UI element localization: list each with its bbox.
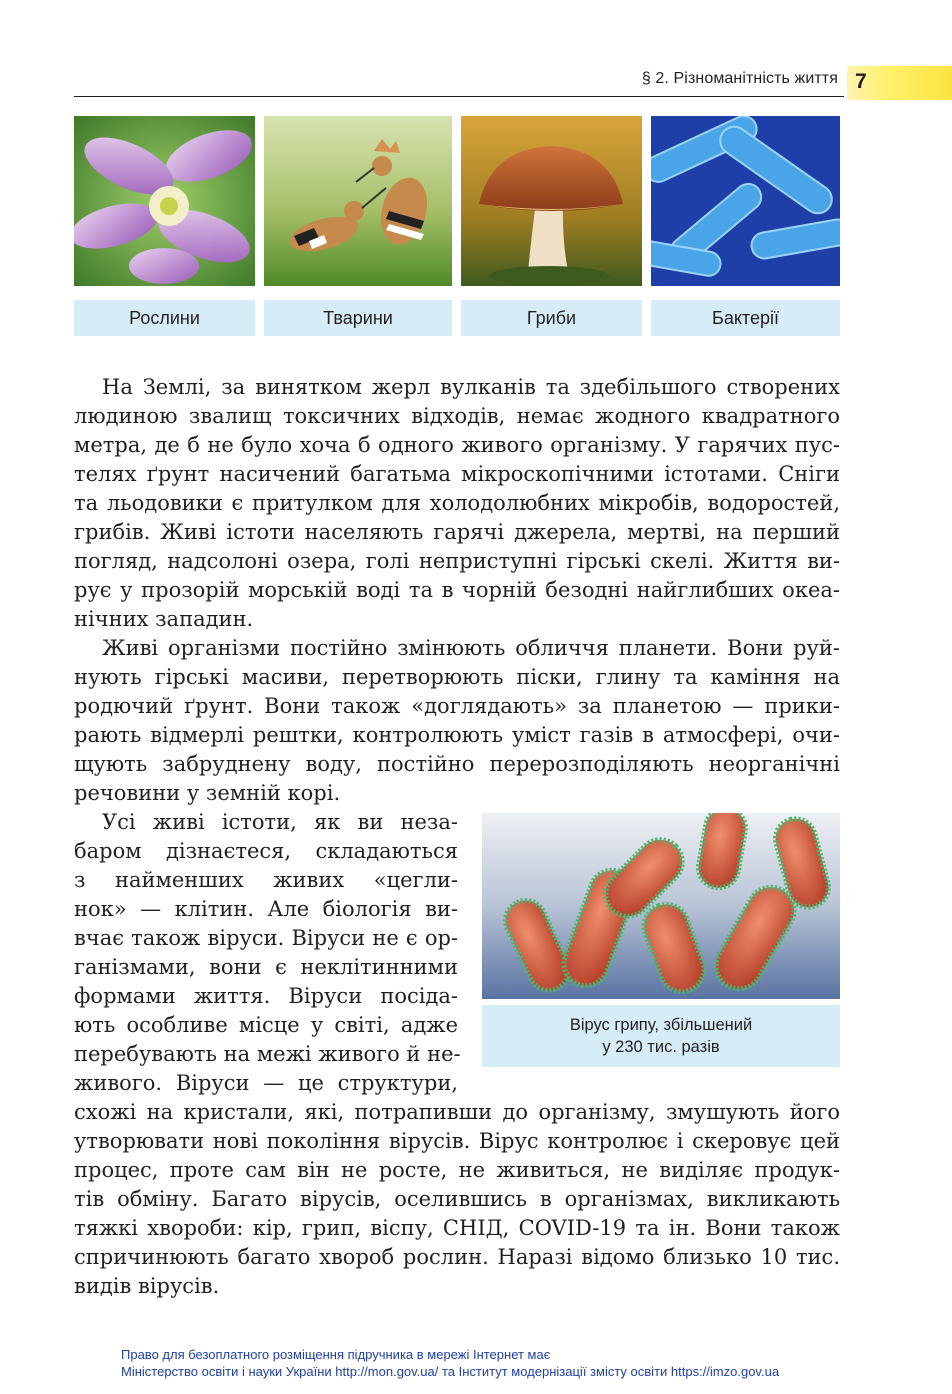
paragraph-1 — [74, 373, 840, 634]
virus-caption — [482, 1005, 840, 1067]
text-line: Живі організми постійно змінюють обличчя планети. Вони руй- — [102, 636, 840, 660]
virus-caption-line-1: Вірус грипу, збільшений — [569, 1016, 753, 1034]
paragraph-2 — [74, 634, 840, 808]
text-line: тяжкі хвороби: кір, грип, віспу, СНІД, COVID-19 та ін. Вони також — [74, 1216, 840, 1240]
text-line: рує у прозорій морській воді та в чорній безодні найглибших океа- — [74, 578, 840, 602]
text-line: ють особливе місце у світі, адже — [74, 1013, 458, 1037]
influenza-virus-photo — [482, 813, 840, 999]
text-line: родючий ґрунт. Вони також «доглядають» за планетою — прики- — [74, 694, 840, 718]
birds-photo — [264, 116, 452, 286]
text-line: вчає також віруси. Віруси не є ор- — [74, 926, 458, 950]
text-line: метра, де б не було хоча б одного живого організму. У гарячих пус- — [74, 433, 840, 457]
text-line: На Землі, за винятком жерл вулканів та здебільшого створених — [102, 375, 840, 399]
text-line: схожі на кристали, які, потрапивши до організму, змушують його — [74, 1100, 840, 1124]
text-line: ганізмами, вони є неклітинними — [74, 955, 458, 979]
caption-bacteria: Бактерії — [651, 300, 840, 336]
bacteria-photo — [651, 116, 840, 286]
caption-plants: Рослини — [74, 300, 255, 336]
text-line: формами життя. Віруси посіда- — [74, 984, 458, 1008]
text-line: перебувають на межі живого й не- — [74, 1042, 461, 1066]
text-line: погляд, надсолоні озера, голі неприступні гірські скелі. Життя ви- — [74, 549, 840, 573]
text-line: нують гірські масиви, перетворюють піски, глину та каміння на — [74, 665, 840, 689]
text-line: телях ґрунт насичений багатьма мікроскопічними істотами. Сніги — [74, 462, 840, 486]
footer-line-2: Міністерство освіти і науки України http://mon.gov.ua/ та Інститут модернізації змісту освіти https://imzo.gov.ua — [121, 1364, 780, 1379]
paragraph-3-wide — [74, 1098, 840, 1301]
text-line: з найменших живих «цегли- — [74, 868, 458, 892]
virus-caption-line-2: у 230 тис. разів — [602, 1038, 720, 1056]
text-line: видів вірусів. — [74, 1274, 220, 1298]
flower-photo — [74, 116, 255, 286]
text-line: грибів. Живі істоти населяють гарячі джерела, мертві, на перший — [74, 520, 840, 544]
text-line: нічних западин. — [74, 607, 254, 631]
footer-notice — [121, 1346, 881, 1380]
paragraph-3-narrow — [74, 808, 461, 1098]
caption-fungi: Гриби — [461, 300, 642, 336]
text-line: процес, проте сам він не росте, не живиться, не виділяє продук- — [74, 1158, 840, 1182]
text-line: утворювати нові покоління вірусів. Вірус контролює і скеровує цей — [74, 1129, 840, 1153]
text-line: тів обміну. Багато вірусів, оселившись в організмах, викликають — [74, 1187, 840, 1211]
text-line: нок» — клітин. Але біологія ви- — [74, 897, 458, 921]
text-line: живого. Віруси — це структури, — [74, 1071, 458, 1095]
page-number: 7 — [855, 70, 867, 93]
text-line: спричинюють багато хвороб рослин. Наразі відомо близько 10 тис. — [74, 1245, 840, 1269]
text-line: Усі живі істоти, як ви неза- — [102, 810, 458, 834]
text-line: щують забруднену воду, постійно перерозподіляють неорганічні — [74, 752, 840, 776]
running-head: § 2. Різноманітність життя — [641, 70, 838, 87]
header-rule — [74, 96, 844, 97]
text-line: людиною звалищ токсичних відходів, немає жодного квадратного — [74, 404, 840, 428]
text-line: рають відмерлі рештки, контролюють уміст газів в атмосфері, очи- — [74, 723, 840, 747]
text-line: баром дізнаєтеся, складаються — [74, 839, 458, 863]
mushroom-photo — [461, 116, 642, 286]
text-line: речовини у земній корі. — [74, 781, 341, 805]
caption-animals: Тварини — [264, 300, 452, 336]
text-line: та льодовики є притулком для холодолюбних мікробів, водоростей, — [74, 491, 840, 515]
footer-line-1: Право для безоплатного розміщення підручника в мережі Інтернет має — [121, 1347, 551, 1362]
